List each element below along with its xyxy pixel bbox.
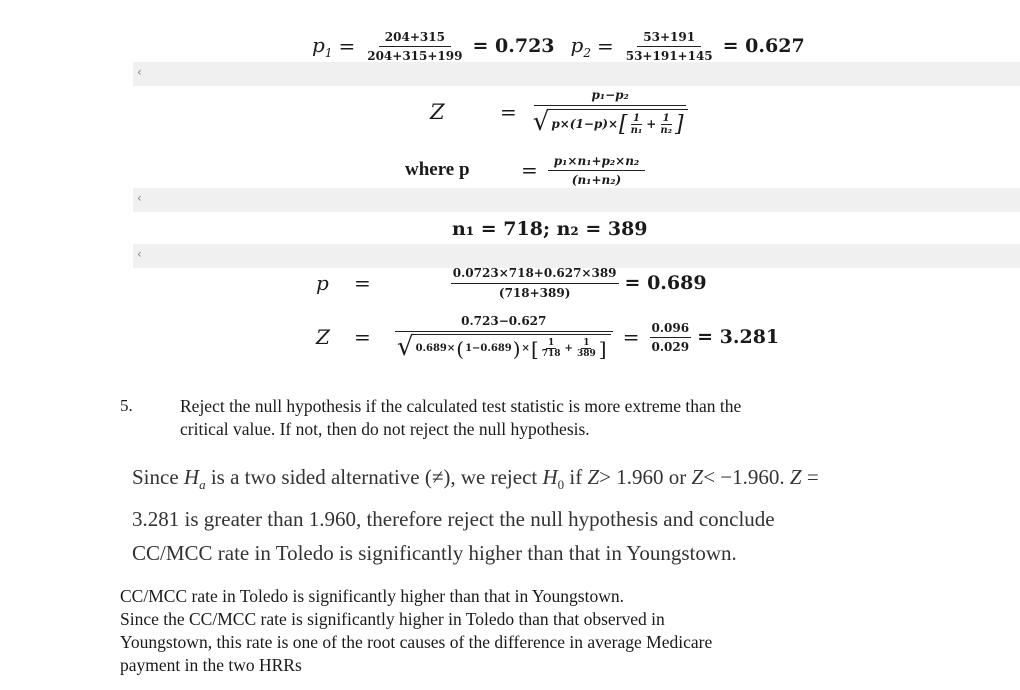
- where-p-denominator: (n₁+n₂): [571, 172, 622, 187]
- p2-fraction: [620, 30, 719, 63]
- p1-value: = 0.723: [472, 35, 555, 57]
- z-calc-simplified: $\frac{0.096}{0.029}$: [651, 320, 690, 354]
- p2-numerator: 53+191: [637, 30, 701, 47]
- p-calc-denominator: (718+389): [498, 286, 571, 300]
- z-formula-fraction: [533, 88, 688, 137]
- p-calculation: p = $\frac{0.0723\times 718+0.627\times 389}{(718+389)}$ = 0.689: [316, 266, 707, 300]
- step-number: 5.: [120, 396, 133, 415]
- p1-symbol: $p_1$: [312, 32, 333, 60]
- p-calc-lhs: p: [316, 271, 329, 295]
- p2-value: = 0.627: [722, 35, 805, 57]
- p-calc-fraction: [451, 266, 619, 300]
- collapse-band-2[interactable]: [133, 188, 1020, 212]
- where-p-fraction: [548, 154, 645, 187]
- p1-p2-equation: $p_1$ = $\frac{204+315}{204+315+199}$ = 0.723 $p_2$ = $\frac{53+191}{53+191+145}$ = 0.627: [312, 29, 805, 63]
- z-calc-denominator: √ 0.689× ( 1−0.689 ) × [ $\frac{1}{718}$ + $\frac{1}{389}$ ]: [397, 332, 611, 361]
- p1-fraction: [361, 30, 468, 63]
- p1-numerator: 204+315: [379, 30, 451, 47]
- z-calc-numerator: 0.723−0.627: [395, 314, 613, 332]
- where-p-numerator: p₁×n₁+p₂×n₂: [548, 154, 645, 171]
- chevron-left-icon[interactable]: ‹: [137, 191, 142, 205]
- z-formula-denominator: √ p×(1−p)× [ $\frac{1}{\text{n₁}}$ + $\frac{1}{\text{n₂}}$ ]: [533, 106, 688, 137]
- p-calc-numerator: 0.0723×718+0.627×389: [451, 266, 619, 284]
- where-p-formula: where p = $\frac{\text{p₁×n₁+p₂×n₂}}{\text{(n₁+n₂)}}$: [405, 148, 645, 192]
- chevron-left-icon[interactable]: ‹: [137, 65, 142, 79]
- z-calc-value: = 3.281: [697, 326, 780, 348]
- conclusion-since-block: Since $H_a$ is a two sided alternative (≠), we reject $H_0$ if Z> 1.960 or Z< −1.960. Z = 3.281 is greater than 1.960, therefore reject the null hypothesis and conclude CC/MCC rate in Toledo is significantly higher than that in Youngstown.: [132, 465, 819, 566]
- z-formula-lhs: Z: [430, 100, 445, 124]
- where-p-label: where p: [405, 159, 470, 180]
- n-values: n₁ = 718; n₂ = 389: [452, 218, 648, 240]
- z-calc-lhs: Z: [316, 325, 330, 349]
- z-formula-numerator: p₁−p₂: [534, 88, 686, 106]
- step-text: Reject the null hypothesis if the calculated test statistic is more extreme than the critical value. If not, then do not reject the null hypothesis.: [180, 396, 742, 439]
- chevron-left-icon[interactable]: ‹: [137, 247, 142, 261]
- p2-symbol: $p_2$: [570, 32, 591, 60]
- p1-denominator: 204+315+199: [367, 48, 463, 63]
- final-conclusion: CC/MCC rate in Toledo is significantly higher than that in Youngstown. Since the CC/MCC rate is significantly higher in Toledo than that observed in Youngstown, this rate is one of the root causes of the difference in average Medicare payment in the two HRRs: [120, 586, 713, 675]
- p2-denominator: 53+191+145: [625, 48, 713, 63]
- z-formula: Z = p₁−p₂ √ p×(1−p)× [ $\frac{1}{\text{n₁}}$ + $\frac{1}{\text{n₂}}$ ]: [430, 82, 688, 142]
- z-calculation: Z = 0.723−0.627 √ 0.689× ( 1−0.689 ) × [ $\frac{1}{718}$ + $\frac{1}{389}$ ] = $\frac{0.096}{0.029}$ = 3.281: [316, 313, 780, 362]
- z-calc-fraction: [395, 314, 613, 361]
- p-calc-value: = 0.689: [624, 272, 707, 294]
